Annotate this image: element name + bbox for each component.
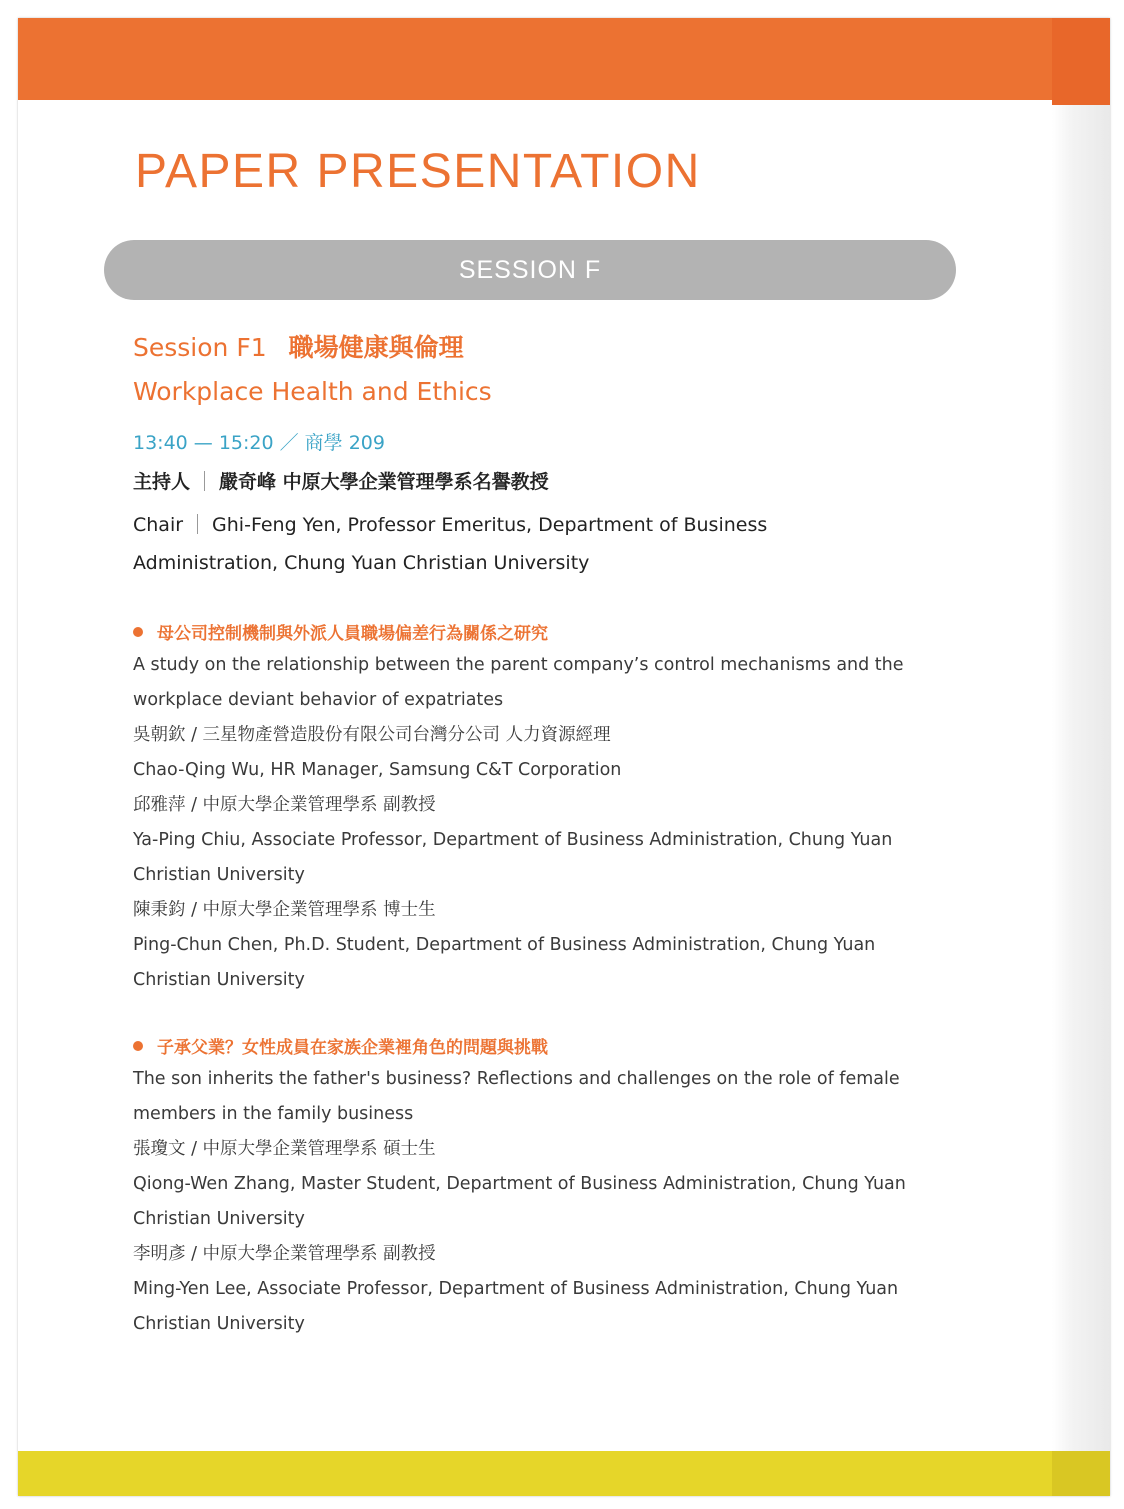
bullet-icon [133, 1041, 143, 1051]
author-en: Ya-Ping Chiu, Associate Professor, Department of Business Administration, Chung Yuan Christian University [133, 830, 893, 885]
session-title-zh: 職場健康與倫理 [288, 333, 464, 362]
paper-title-zh-text: 母公司控制機制與外派人員職場偏差行為關係之研究 [157, 624, 548, 644]
page-curl-shadow [1052, 18, 1110, 1496]
author-en: Ming-Yen Lee, Associate Professor, Department of Business Administration, Chung Yuan Christian University [133, 1279, 899, 1334]
paper-title-zh-text: 子承父業？女性成員在家族企業裡角色的問題與挑戰 [157, 1038, 548, 1058]
session-title-en: Workplace Health and Ethics [133, 377, 492, 406]
session-time-location: 13:40 — 15:20 ／ 商學 209 [133, 432, 385, 454]
brochure-page [18, 18, 1110, 1496]
author-zh: 吳朝欽 / 三星物產營造股份有限公司台灣分公司 人力資源經理 [133, 725, 611, 745]
page-title: PAPER PRESENTATION [135, 145, 701, 198]
top-orange-band-fold [1052, 18, 1110, 105]
paper-title-zh [133, 1034, 933, 1062]
session-content [133, 328, 933, 1342]
paper-title-zh [133, 620, 933, 648]
separator [204, 471, 205, 491]
top-orange-band [18, 18, 1052, 100]
bottom-yellow-band [18, 1451, 1052, 1496]
author-en: Chao-Qing Wu, HR Manager, Samsung C&T Corporation [133, 760, 622, 780]
chair-label-en: Chair [133, 514, 184, 536]
author-zh: 陳秉鈞 / 中原大學企業管理學系 博士生 [133, 900, 436, 920]
session-code: Session F1 [133, 333, 267, 362]
separator [197, 514, 198, 534]
bullet-icon [133, 627, 143, 637]
paper-item [133, 1034, 933, 1342]
paper-title-en: A study on the relationship between the parent company’s control mechanisms and the workplace deviant behavior of expatriates [133, 655, 904, 710]
paper-title-en: The son inherits the father's business? Reflections and challenges on the role of female members in the family business [133, 1069, 900, 1124]
session-heading [133, 328, 933, 368]
author-zh: 李明彥 / 中原大學企業管理學系 副教授 [133, 1244, 436, 1264]
paper-item [133, 620, 933, 998]
author-en: Qiong-Wen Zhang, Master Student, Department of Business Administration, Chung Yuan Christian University [133, 1174, 906, 1229]
chair-en [133, 506, 893, 582]
chair-name-en: Ghi-Feng Yen, Professor Emeritus, Department of Business Administration, Chung Yuan Christian University [133, 514, 768, 574]
author-en: Ping-Chun Chen, Ph.D. Student, Department of Business Administration, Chung Yuan Christian University [133, 935, 876, 990]
session-banner: SESSION F [104, 240, 956, 300]
chair-zh [133, 468, 933, 496]
chair-name-zh: 嚴奇峰 中原大學企業管理學系名譽教授 [219, 471, 549, 493]
author-zh: 張瓊文 / 中原大學企業管理學系 碩士生 [133, 1139, 436, 1159]
author-zh: 邱雅萍 / 中原大學企業管理學系 副教授 [133, 795, 436, 815]
chair-label-zh: 主持人 [133, 471, 191, 493]
bottom-yellow-band-fold [1052, 1451, 1110, 1496]
